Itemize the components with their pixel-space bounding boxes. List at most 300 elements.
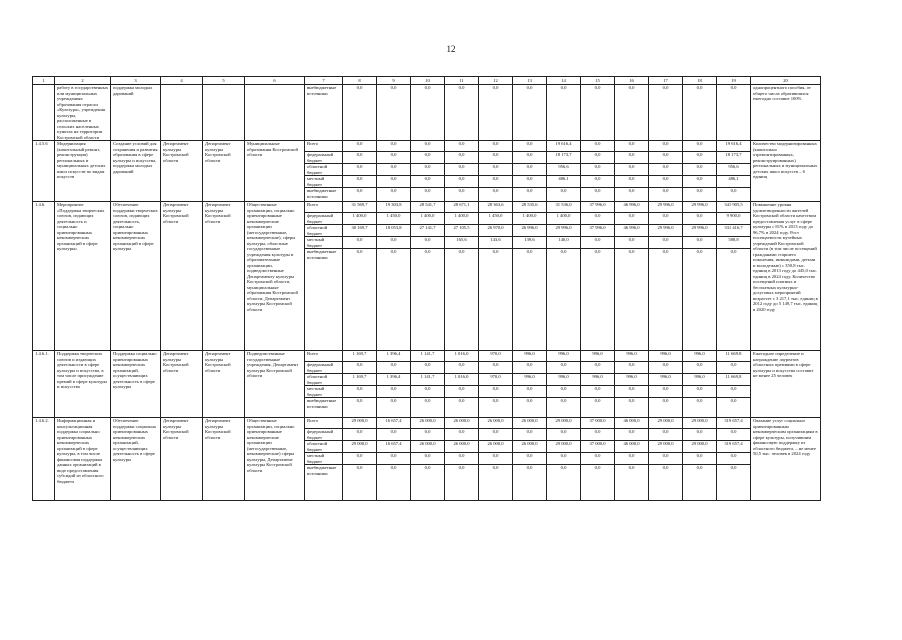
funding-value: 0,0	[683, 176, 717, 188]
funding-value: 0,0	[343, 398, 377, 418]
funding-value: 0,0	[377, 237, 411, 249]
column-number-14: 14	[547, 77, 581, 85]
funding-value: 0,0	[377, 141, 411, 152]
funding-value: 996,0	[649, 351, 683, 362]
column-number-1: 1	[33, 77, 55, 85]
funding-source: Всего	[305, 202, 343, 213]
funding-source: федеральный бюджет	[305, 152, 343, 164]
funding-value: 996,0	[649, 374, 683, 386]
funding-value: 0,0	[581, 152, 615, 164]
column-number-9: 9	[377, 77, 411, 85]
funding-value: 1 400,0	[547, 213, 581, 225]
funding-value: 27 141,7	[411, 225, 445, 237]
funding-value: 0,0	[547, 85, 581, 141]
funding-value: 26 000,0	[479, 441, 513, 453]
funding-value: 341 905,5	[717, 202, 751, 213]
funding-value: 11 669,8	[717, 351, 751, 362]
funding-value: 0,0	[479, 386, 513, 398]
funding-value: 0,0	[547, 188, 581, 202]
funding-value: 0,0	[547, 465, 581, 501]
responsible-executor: Департамент культуры Костромской области	[161, 351, 203, 418]
funding-value: 29 996,0	[547, 225, 581, 237]
funding-value: 18 173,7	[547, 152, 581, 164]
funding-value: 0,0	[581, 213, 615, 225]
funding-value: 0,0	[649, 237, 683, 249]
funding-value: 319 657,4	[717, 418, 751, 429]
funding-source: федеральный бюджет	[305, 429, 343, 441]
funding-value: 0,0	[513, 188, 547, 202]
funding-value: 0,0	[547, 398, 581, 418]
funding-value: 140,0	[547, 237, 581, 249]
funding-value: 0,0	[411, 85, 445, 141]
funding-value: 0,0	[581, 188, 615, 202]
funding-value: 0,0	[547, 362, 581, 374]
funding-value: 996,0	[547, 374, 581, 386]
funding-value: 0,0	[683, 85, 717, 141]
funding-value: 26 970,0	[479, 225, 513, 237]
funding-value: 29 000,0	[683, 418, 717, 429]
funding-value: 0,0	[513, 85, 547, 141]
funding-row	[33, 418, 821, 429]
funding-value: 18 053,8	[377, 225, 411, 237]
funding-value: 0,0	[513, 152, 547, 164]
expected-result: Количество модернизированных (капитально отремонтированных, реконструированных) региональных и муниципальных детских школ искусств – 6 единиц	[751, 141, 821, 202]
funding-value: 37 000,0	[581, 441, 615, 453]
funding-source: внебюджетные источники	[305, 85, 343, 141]
funding-value: 0,0	[581, 164, 615, 176]
funding-value: 0,0	[717, 429, 751, 441]
funding-value: 0,0	[615, 465, 649, 501]
funding-value: 26 000,0	[445, 441, 479, 453]
funding-value: 0,0	[479, 465, 513, 501]
funding-value: 46 996,0	[615, 202, 649, 213]
funding-value: 0,0	[479, 164, 513, 176]
funding-value: 588,8	[717, 237, 751, 249]
funding-value: 996,0	[683, 351, 717, 362]
funding-value: 0,0	[581, 249, 615, 351]
funding-value: 28 535,6	[513, 202, 547, 213]
funding-value: 0,0	[649, 85, 683, 141]
funding-value: 0,0	[615, 249, 649, 351]
funding-value: 0,0	[581, 398, 615, 418]
funding-value: 0,0	[343, 152, 377, 164]
funding-value: 0,0	[445, 164, 479, 176]
responsible-executor: Департамент культуры Костромской области	[161, 141, 203, 202]
funding-value: 29 000,0	[649, 441, 683, 453]
funding-value: 0,0	[717, 362, 751, 374]
funding-value: 0,0	[411, 152, 445, 164]
column-number-17: 17	[649, 77, 683, 85]
continuation-row	[33, 85, 821, 141]
funding-value: 46 996,0	[615, 225, 649, 237]
funding-value: 0,0	[513, 465, 547, 501]
funding-value: 26 000,0	[479, 418, 513, 429]
funding-value: 0,0	[445, 386, 479, 398]
funding-value: 0,0	[683, 141, 717, 152]
funding-value: 0,0	[479, 398, 513, 418]
funding-value: 0,0	[683, 429, 717, 441]
funding-value: 0,0	[547, 429, 581, 441]
funding-value: 0,0	[683, 237, 717, 249]
funding-value: 0,0	[377, 386, 411, 398]
funding-value: 37 996,0	[581, 202, 615, 213]
funding-value: 0,0	[343, 85, 377, 141]
funding-value: 0,0	[615, 213, 649, 225]
funding-value: 0,0	[479, 85, 513, 141]
funding-value: 0,0	[513, 429, 547, 441]
funding-value: 0,0	[513, 386, 547, 398]
funding-value: 29 000,0	[343, 418, 377, 429]
funding-value: 0,0	[615, 152, 649, 164]
funding-value: 26 000,0	[513, 418, 547, 429]
funding-value: 0,0	[649, 152, 683, 164]
funding-value: 0,0	[683, 386, 717, 398]
funding-row	[33, 141, 821, 152]
funding-source: местный бюджет	[305, 453, 343, 465]
funding-value: 29 000,0	[343, 441, 377, 453]
funding-value: 0,0	[717, 465, 751, 501]
funding-value: 0,0	[445, 141, 479, 152]
cont-coexec-cell	[203, 85, 245, 141]
funding-value: 0,0	[615, 386, 649, 398]
funding-value: 0,0	[581, 386, 615, 398]
funding-value: 0,0	[717, 249, 751, 351]
funding-value: 0,0	[649, 213, 683, 225]
funding-value: 0,0	[683, 164, 717, 176]
column-number-18: 18	[683, 77, 717, 85]
funding-value: 1 169,7	[343, 351, 377, 362]
funding-value: 0,0	[343, 164, 377, 176]
funding-source: областной бюджет	[305, 441, 343, 453]
funding-value: 0,0	[411, 164, 445, 176]
funding-value: 0,0	[445, 398, 479, 418]
funding-value: 1 400,0	[445, 213, 479, 225]
responsible-executor: Департамент культуры Костромской области	[161, 202, 203, 351]
cont-result-cell: однопроцентного пособия, от общего числа обратившихся ежегодно составит 100%	[751, 85, 821, 141]
funding-value: 1 141,7	[411, 374, 445, 386]
funding-value: 0,0	[649, 249, 683, 351]
funding-value: 0,0	[547, 249, 581, 351]
funding-value: 956,6	[547, 164, 581, 176]
funding-value: 970,0	[479, 374, 513, 386]
funding-value: 996,0	[513, 374, 547, 386]
column-number-10: 10	[411, 77, 445, 85]
activity-goal: Поддержка социально ориентированных некоммерческих организаций, осуществляющих деятельность в сфере культуры	[111, 351, 161, 418]
funding-row	[33, 202, 821, 213]
funding-value: 0,0	[343, 237, 377, 249]
column-number-8: 8	[343, 77, 377, 85]
funding-value: 0,0	[615, 176, 649, 188]
funding-value: 0,0	[343, 465, 377, 501]
funding-value: 29 000,0	[683, 441, 717, 453]
funding-value: 1 400,0	[411, 213, 445, 225]
funding-value: 0,0	[683, 249, 717, 351]
funding-value: 19 303,8	[377, 202, 411, 213]
funding-value: 0,0	[513, 453, 547, 465]
funding-value: 0,0	[479, 141, 513, 152]
funding-value: 26 000,0	[411, 441, 445, 453]
funding-value: 29 000,0	[649, 418, 683, 429]
funding-value: 29 996,0	[683, 225, 717, 237]
funding-value: 0,0	[615, 164, 649, 176]
column-number-2: 2	[55, 77, 111, 85]
funding-value: 0,0	[615, 362, 649, 374]
column-number-12: 12	[479, 77, 513, 85]
funding-value: 970,0	[479, 351, 513, 362]
column-number-row	[33, 77, 821, 85]
cont-exec-cell	[161, 85, 203, 141]
funding-value: 26 000,0	[513, 441, 547, 453]
funding-value: 0,0	[547, 386, 581, 398]
funding-value: 0,0	[445, 152, 479, 164]
activity-number: 1.4.6.1.	[33, 351, 55, 418]
funding-value: 0,0	[513, 362, 547, 374]
funding-value: 0,0	[717, 85, 751, 141]
co-executor: Департамент культуры Костромской области	[203, 351, 245, 418]
funding-value: 0,0	[683, 453, 717, 465]
column-number-20: 20	[751, 77, 821, 85]
funding-value: 0,0	[377, 429, 411, 441]
funding-value: 0,0	[411, 237, 445, 249]
funding-value: 0,0	[343, 176, 377, 188]
funding-source: местный бюджет	[305, 176, 343, 188]
funding-value: 0,0	[479, 453, 513, 465]
activity-goal: Создание условий для сохранения и развития образования в сфере культуры и искусства, поддержка молодых дарований	[111, 141, 161, 202]
funding-value: 0,0	[445, 453, 479, 465]
funding-value: 0,0	[479, 152, 513, 164]
funding-value: 0,0	[445, 249, 479, 351]
funding-value: 0,0	[581, 362, 615, 374]
funding-value: 1 400,0	[343, 213, 377, 225]
funding-value: 0,0	[581, 429, 615, 441]
funding-value: 1 141,7	[411, 351, 445, 362]
funding-value: 0,0	[377, 362, 411, 374]
cont-num-cell	[33, 85, 55, 141]
funding-value: 0,0	[615, 188, 649, 202]
funding-value: 0,0	[445, 85, 479, 141]
funding-value: 0,0	[683, 465, 717, 501]
funding-source: Всего	[305, 418, 343, 429]
funding-value: 0,0	[717, 188, 751, 202]
funding-value: 0,0	[445, 176, 479, 188]
funding-value: 26 996,0	[513, 225, 547, 237]
funding-value: 30 169,7	[343, 225, 377, 237]
funding-value: 28 541,7	[411, 202, 445, 213]
activity-name: Поддержка творческих союзов и издающих деятельности в сфере культуры и искусства, в том числе присуждение премий в сфере культуры и искусства	[55, 351, 111, 418]
funding-value: 0,0	[615, 453, 649, 465]
funding-source: местный бюджет	[305, 386, 343, 398]
funding-value: 0,0	[615, 85, 649, 141]
funding-value: 0,0	[411, 362, 445, 374]
cont-name-cell: работу в государственных или муниципальных учреждениях образования отрасли «Культура», учреждения культуры, расположенные в сельских населенных пунктах на территории Костромской области	[55, 85, 111, 141]
co-executor: Департамент культуры Костромской области	[203, 141, 245, 202]
column-number-6: 6	[245, 77, 305, 85]
funding-value: 0,0	[377, 152, 411, 164]
funding-value: 0,0	[717, 386, 751, 398]
funding-value: 996,0	[683, 374, 717, 386]
column-number-15: 15	[581, 77, 615, 85]
funding-value: 0,0	[581, 453, 615, 465]
funding-source: местный бюджет	[305, 237, 343, 249]
funding-value: 0,0	[343, 386, 377, 398]
column-number-5: 5	[203, 77, 245, 85]
funding-value: 0,0	[513, 141, 547, 152]
funding-value: 996,0	[581, 374, 615, 386]
participants: Общественные организации, социально ориентированные некоммерческие организации (негосударственные, некоммерческие) сферы культуры, Департамент культуры Костромской области	[245, 418, 305, 501]
activity-name: Информационная и консультационная поддержка социально ориентированных некоммерческих организаций в сфере культуры, в том числе финансовая поддержка данных организаций в виде предоставления субсидий из областного бюджета	[55, 418, 111, 501]
funding-value: 0,0	[615, 237, 649, 249]
funding-value: 0,0	[615, 429, 649, 441]
funding-value: 0,0	[343, 141, 377, 152]
activity-goal: Обеспечение поддержки социально ориентированных некоммерческих организаций, осуществляющих деятельность в сфере культуры	[111, 418, 161, 501]
funding-source: областной бюджет	[305, 374, 343, 386]
funding-value: 0,0	[649, 164, 683, 176]
funding-value: 0,0	[649, 465, 683, 501]
funding-value: 46 000,0	[615, 441, 649, 453]
funding-value: 996,0	[615, 374, 649, 386]
participants: Подведомственные государственные учреждения, Департамент культуры Костромской области	[245, 351, 305, 418]
funding-row	[33, 351, 821, 362]
funding-value: 27 105,5	[445, 225, 479, 237]
funding-value: 0,0	[377, 453, 411, 465]
funding-value: 0,0	[649, 453, 683, 465]
funding-value: 143,6	[479, 237, 513, 249]
funding-value: 0,0	[547, 453, 581, 465]
funding-value: 0,0	[649, 188, 683, 202]
funding-value: 0,0	[581, 176, 615, 188]
funding-value: 0,0	[411, 398, 445, 418]
participants: Общественные организации, социально ориентированные некоммерческие организации (негосударственные, некоммерческие), сферы культуры, областные государственные учреждения культуры и образовательные организации, подведомственные Департаменту культуры Костромской области, муниципальные образования Костромской области, Департамент культуры Костромской области	[245, 202, 305, 351]
funding-value: 29 000,0	[547, 441, 581, 453]
funding-source: Всего	[305, 141, 343, 152]
funding-value: 0,0	[343, 249, 377, 351]
funding-value: 0,0	[513, 249, 547, 351]
funding-value: 0,0	[581, 141, 615, 152]
funding-value: 0,0	[649, 176, 683, 188]
funding-value: 0,0	[411, 141, 445, 152]
cont-goal-cell: поддержка молодых дарований	[111, 85, 161, 141]
activity-name: Мероприятие «Поддержка творческих союзов, издающих деятельность и социально ориентированных некоммерческих организаций в сфере культуры»	[55, 202, 111, 351]
funding-value: 0,0	[445, 362, 479, 374]
funding-value: 0,0	[649, 398, 683, 418]
funding-value: 996,0	[615, 351, 649, 362]
funding-value: 9 900,0	[717, 213, 751, 225]
funding-value: 0,0	[615, 398, 649, 418]
funding-value: 0,0	[411, 249, 445, 351]
funding-value: 1 016,0	[445, 374, 479, 386]
funding-value: 0,0	[479, 188, 513, 202]
activity-name: Модернизация (капитальный ремонт, реконструкция) региональных и муниципальных детских школ искусств по видам искусств	[55, 141, 111, 202]
funding-value: 31 536,0	[547, 202, 581, 213]
funding-value: 486,1	[547, 176, 581, 188]
funding-source: внебюджетные источники	[305, 249, 343, 351]
participants: Муниципальные образования Костромской области	[245, 141, 305, 202]
funding-value: 0,0	[445, 429, 479, 441]
program-budget-table	[32, 76, 821, 501]
funding-value: 0,0	[649, 362, 683, 374]
column-number-4: 4	[161, 77, 203, 85]
funding-value: 11 669,8	[717, 374, 751, 386]
funding-value: 19 616,4	[547, 141, 581, 152]
funding-source: областной бюджет	[305, 225, 343, 237]
funding-value: 0,0	[343, 362, 377, 374]
funding-value: 0,0	[717, 398, 751, 418]
funding-value: 0,0	[513, 164, 547, 176]
funding-value: 0,0	[683, 398, 717, 418]
funding-value: 28 671,1	[445, 202, 479, 213]
funding-value: 956,6	[717, 164, 751, 176]
page-number: 12	[446, 44, 456, 54]
funding-value: 0,0	[683, 362, 717, 374]
funding-value: 0,0	[683, 213, 717, 225]
activity-number: 1.4.6.2.	[33, 418, 55, 501]
column-number-3: 3	[111, 77, 161, 85]
funding-value: 16 657,4	[377, 418, 411, 429]
funding-value: 0,0	[615, 141, 649, 152]
funding-value: 0,0	[411, 188, 445, 202]
funding-source: внебюджетные источники	[305, 465, 343, 501]
funding-value: 0,0	[649, 429, 683, 441]
funding-value: 0,0	[377, 465, 411, 501]
funding-value: 331 416,7	[717, 225, 751, 237]
responsible-executor: Департамент культуры Костромской области	[161, 418, 203, 501]
funding-value: 0,0	[717, 453, 751, 465]
funding-value: 139,6	[513, 237, 547, 249]
expected-result: Оказание услуг социально ориентированным некоммерческим организациям в сфере культуры, получившим финансовую поддержку из областного бюджета, – не менее 50,5 тыс. человек в 2024 году	[751, 418, 821, 501]
funding-value: 16 657,4	[377, 441, 411, 453]
funding-value: 996,0	[547, 351, 581, 362]
funding-value: 0,0	[343, 188, 377, 202]
funding-value: 0,0	[377, 188, 411, 202]
funding-value: 26 000,0	[445, 418, 479, 429]
funding-value: 0,0	[683, 152, 717, 164]
column-number-13: 13	[513, 77, 547, 85]
funding-value: 0,0	[445, 465, 479, 501]
funding-value: 0,0	[377, 85, 411, 141]
funding-value: 29 996,0	[649, 202, 683, 213]
funding-value: 0,0	[649, 141, 683, 152]
column-number-16: 16	[615, 77, 649, 85]
funding-source: федеральный бюджет	[305, 213, 343, 225]
funding-value: 29 000,0	[547, 418, 581, 429]
funding-value: 1 400,0	[513, 213, 547, 225]
column-number-19: 19	[717, 77, 751, 85]
funding-value: 0,0	[343, 453, 377, 465]
funding-value: 0,0	[445, 188, 479, 202]
co-executor: Департамент культуры Костромской области	[203, 202, 245, 351]
funding-value: 0,0	[479, 429, 513, 441]
co-executor: Департамент культуры Костромской области	[203, 418, 245, 501]
funding-value: 37 000,0	[581, 418, 615, 429]
funding-value: 0,0	[377, 398, 411, 418]
funding-value: 0,0	[479, 249, 513, 351]
funding-value: 319 657,4	[717, 441, 751, 453]
funding-value: 0,0	[581, 85, 615, 141]
column-number-11: 11	[445, 77, 479, 85]
column-number-7: 7	[305, 77, 343, 85]
funding-value: 29 996,0	[683, 202, 717, 213]
funding-value: 31 569,7	[343, 202, 377, 213]
funding-value: 0,0	[513, 176, 547, 188]
funding-value: 0,0	[343, 429, 377, 441]
funding-value: 29 996,0	[649, 225, 683, 237]
funding-value: 37 996,0	[581, 225, 615, 237]
funding-value: 28 363,6	[479, 202, 513, 213]
funding-value: 0,0	[411, 453, 445, 465]
funding-value: 26 000,0	[411, 418, 445, 429]
funding-value: 19 616,4	[717, 141, 751, 152]
funding-value: 486,1	[717, 176, 751, 188]
